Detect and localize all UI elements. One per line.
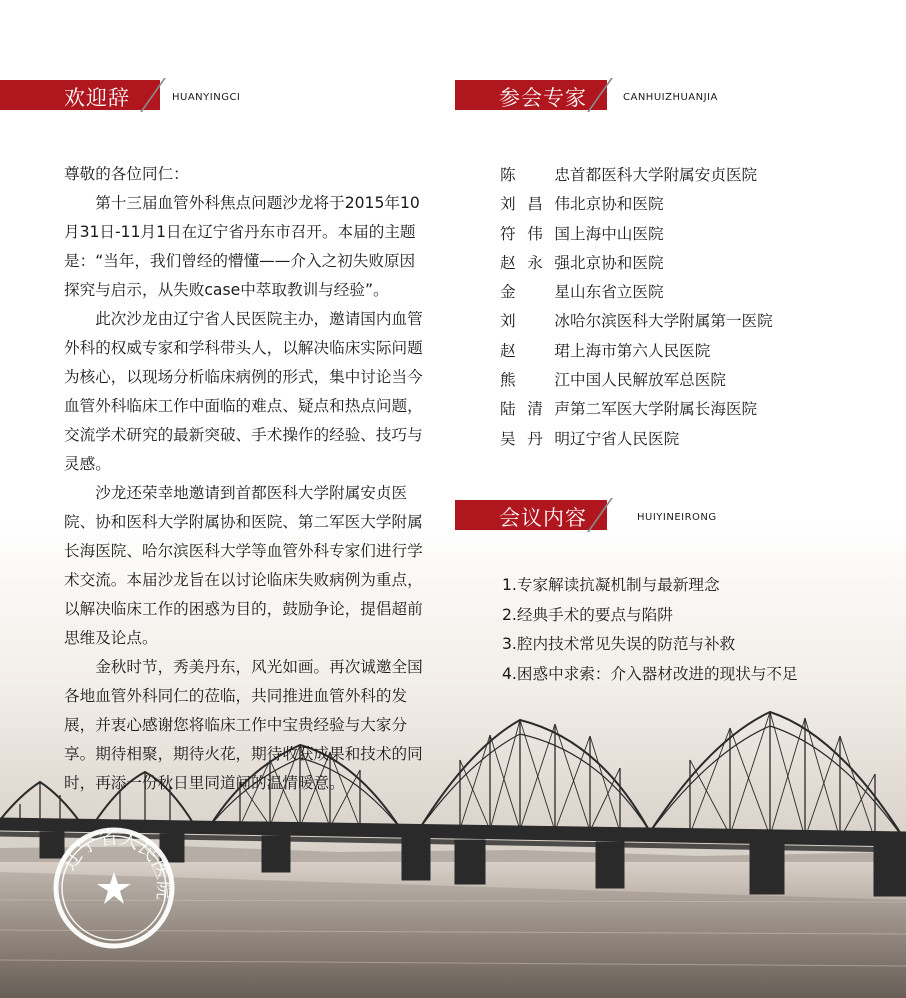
list-item bbox=[500, 337, 773, 366]
expert-name: 陆清声 bbox=[500, 400, 570, 419]
expert-name: 赵永强 bbox=[500, 253, 570, 272]
expert-hospital: 中国人民解放军总医院 bbox=[570, 371, 726, 390]
welcome-header bbox=[0, 80, 280, 110]
meeting-topics bbox=[502, 571, 798, 689]
hospital-seal bbox=[52, 826, 176, 950]
expert-name: 金星 bbox=[500, 283, 570, 302]
list-item: 2.经典手术的要点与陷阱 bbox=[502, 605, 673, 624]
meeting-pinyin: HUIYINEIRONG bbox=[637, 512, 717, 523]
list-item bbox=[500, 249, 773, 278]
welcome-paragraph: 此次沙龙由辽宁省人民医院主办，邀请国内血管外科的权威专家和学科带头人，以解决临床实际问题为核心，以现场分析临床病例的形式，集中讨论当今血管外科临床工作中面临的难点、疑点和热点问题，交流学术研究的最新突破、手术操作的经验、技巧与灵感。 bbox=[64, 310, 423, 473]
expert-hospital: 山东省立医院 bbox=[570, 283, 664, 302]
expert-hospital: 辽宁省人民医院 bbox=[570, 429, 680, 448]
expert-name: 赵珺 bbox=[500, 341, 570, 360]
experts-header bbox=[455, 80, 755, 110]
welcome-pinyin: HUANYINGCI bbox=[172, 92, 241, 103]
expert-hospital: 上海中山医院 bbox=[570, 224, 664, 243]
welcome-paragraph: 沙龙还荣幸地邀请到首都医科大学附属安贞医院、协和医科大学附属协和医院、第二军医大学附属长海医院、哈尔滨医科大学等血管外科专家们进行学术交流。本届沙龙旨在以讨论临床失败病例为重点，以解决临床工作的困惑为目的，鼓励争论，提倡超前思维及论点。 bbox=[64, 484, 423, 647]
list-item bbox=[500, 220, 773, 249]
list-item bbox=[500, 425, 773, 454]
expert-name: 刘冰 bbox=[500, 312, 570, 331]
list-item bbox=[500, 278, 773, 307]
meeting-header bbox=[455, 500, 755, 530]
expert-hospital: 上海市第六人民医院 bbox=[570, 341, 711, 360]
star-icon bbox=[97, 872, 131, 904]
list-item: 1.专家解读抗凝机制与最新理念 bbox=[502, 576, 720, 594]
expert-name: 刘昌伟 bbox=[500, 195, 570, 214]
list-item bbox=[500, 190, 773, 219]
experts-list bbox=[500, 161, 773, 454]
list-item bbox=[500, 366, 773, 395]
welcome-salutation: 尊敬的各位同仁： bbox=[64, 165, 189, 183]
welcome-paragraph: 金秋时节，秀美丹东，风光如画。再次诚邀全国各地血管外科同仁的莅临，共同推进血管外科的发展，并衷心感谢您将临床工作中宝贵经验与大家分享。期待相聚，期待火花，期待收获成果和技术的同时，再添一份秋日里同道间的温情暖意。 bbox=[64, 658, 423, 792]
meeting-title: 会议内容 bbox=[499, 506, 587, 530]
expert-hospital: 北京协和医院 bbox=[570, 253, 664, 272]
experts-pinyin: CANHUIZHUANJIA bbox=[623, 92, 718, 103]
experts-title: 参会专家 bbox=[499, 86, 587, 110]
expert-name: 吴丹明 bbox=[500, 429, 570, 448]
list-item: 3.腔内技术常见失误的防范与补救 bbox=[502, 635, 736, 654]
seal-text: 辽宁省人民医院 bbox=[58, 826, 176, 901]
welcome-title: 欢迎辞 bbox=[64, 86, 130, 110]
expert-name: 符伟国 bbox=[500, 224, 570, 243]
expert-name: 陈忠 bbox=[500, 166, 570, 184]
expert-hospital: 哈尔滨医科大学附属第一医院 bbox=[570, 312, 773, 331]
list-item bbox=[500, 161, 773, 190]
welcome-body bbox=[64, 160, 424, 798]
expert-name: 熊江 bbox=[500, 371, 570, 390]
list-item bbox=[500, 307, 773, 336]
welcome-paragraph: 第十三届血管外科焦点问题沙龙将于2015年10月31日-11月1日在辽宁省丹东市召开。本届的主题是：“当年，我们曾经的懵懂——介入之初失败原因探究与启示，从失败case中萃取教训与经验”。 bbox=[64, 194, 420, 299]
list-item: 4.困惑中求索：介入器材改进的现状与不足 bbox=[502, 664, 798, 683]
list-item bbox=[500, 395, 773, 424]
expert-hospital: 首都医科大学附属安贞医院 bbox=[570, 166, 758, 184]
expert-hospital: 第二军医大学附属长海医院 bbox=[570, 400, 758, 419]
expert-hospital: 北京协和医院 bbox=[570, 195, 664, 214]
